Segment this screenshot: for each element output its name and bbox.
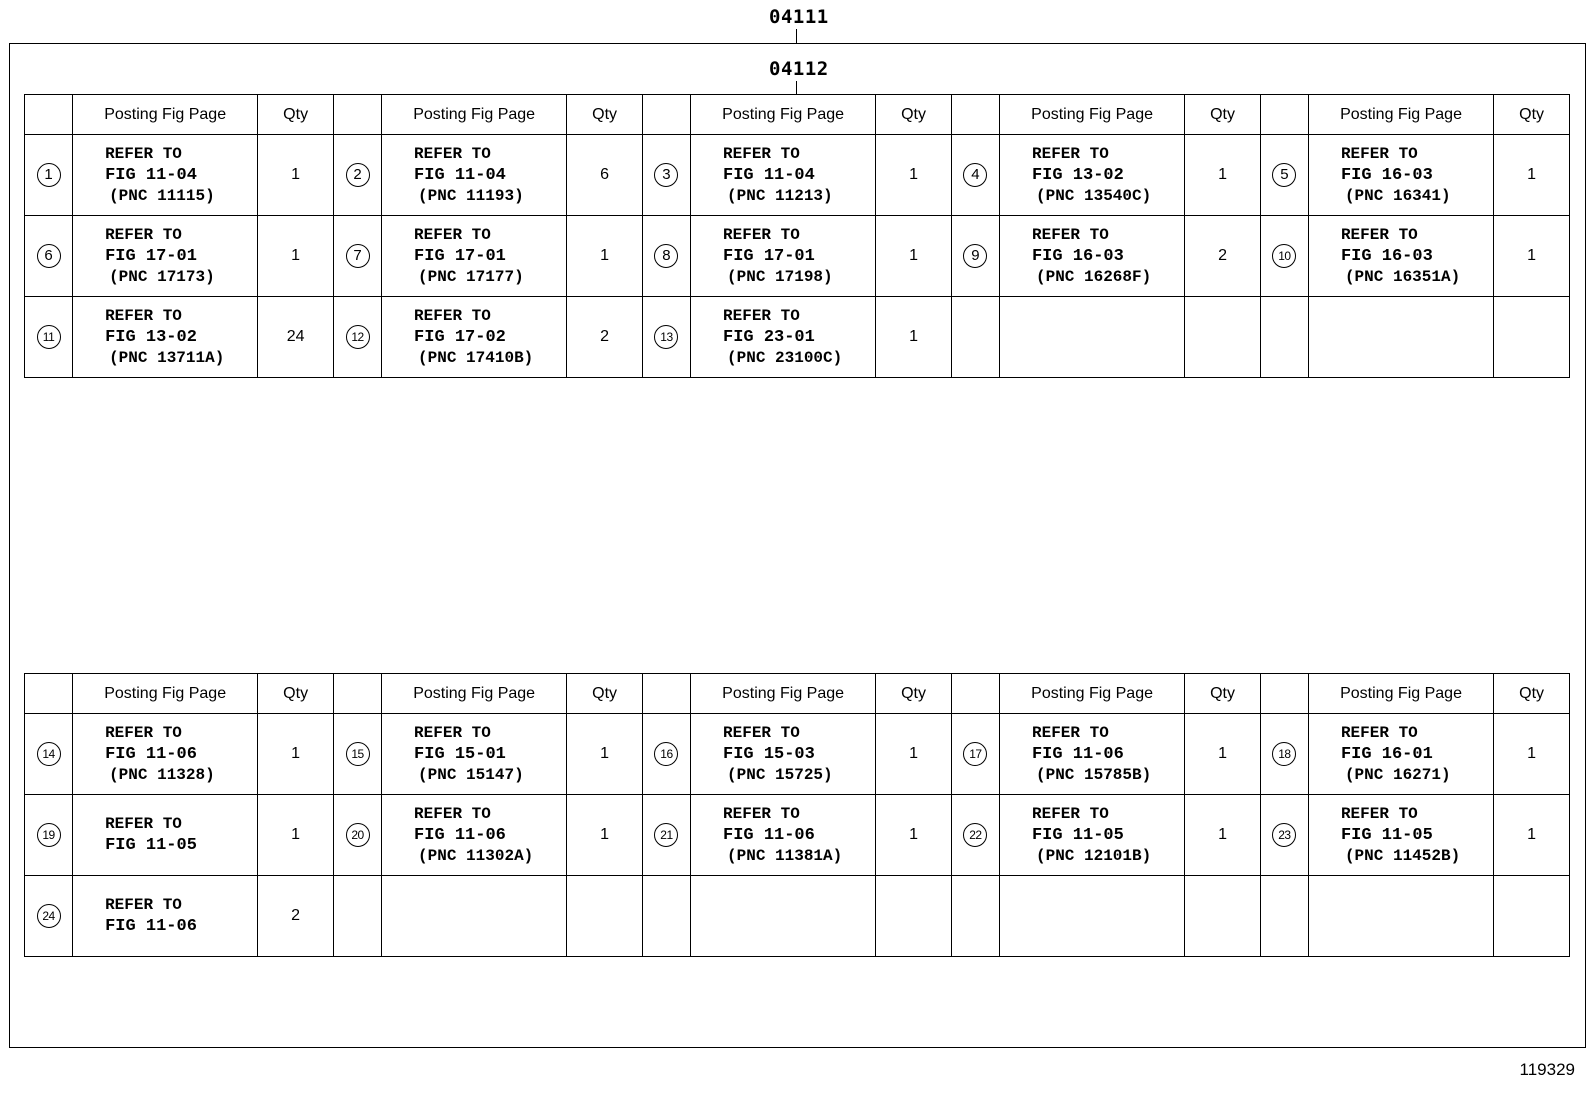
qty-cell: 1 bbox=[1494, 714, 1570, 795]
pnc-text: (PNC 15147) bbox=[418, 765, 524, 784]
header-posting-fig-page: Posting Fig Page bbox=[73, 674, 258, 714]
refer-to-text: REFER TO bbox=[105, 306, 182, 325]
circled-number: 15 bbox=[346, 742, 370, 766]
refer-to-text: REFER TO bbox=[1340, 144, 1418, 163]
circled-number: 22 bbox=[963, 823, 987, 847]
item-number-cell bbox=[25, 795, 73, 876]
posting-fig-page-cell bbox=[999, 216, 1184, 297]
item-number-cell bbox=[333, 876, 381, 957]
header-posting-fig-page: Posting Fig Page bbox=[1308, 674, 1493, 714]
header-qty: Qty bbox=[1185, 95, 1261, 135]
posting-fig-page-cell bbox=[382, 135, 567, 216]
reference-table-bottom bbox=[24, 673, 1570, 957]
table-row bbox=[25, 795, 1570, 876]
header-qty: Qty bbox=[567, 95, 643, 135]
refer-to-text: REFER TO bbox=[414, 225, 491, 244]
item-number-cell bbox=[333, 135, 381, 216]
item-number-cell bbox=[25, 297, 73, 378]
circled-number: 21 bbox=[654, 823, 678, 847]
refer-to-text: REFER TO bbox=[105, 896, 182, 914]
item-number-cell bbox=[1260, 135, 1308, 216]
qty-cell: 1 bbox=[876, 216, 952, 297]
header-posting-fig-page: Posting Fig Page bbox=[691, 95, 876, 135]
circled-number: 5 bbox=[1272, 163, 1296, 187]
header-posting-fig-page: Posting Fig Page bbox=[73, 95, 258, 135]
posting-fig-page-cell bbox=[691, 297, 876, 378]
header-row bbox=[25, 674, 1570, 714]
refer-to-text: REFER TO bbox=[1031, 723, 1109, 742]
fig-ref-text: FIG 17-01 bbox=[723, 246, 815, 266]
fig-ref-text: FIG 13-02 bbox=[1031, 165, 1124, 185]
posting-fig-page-cell bbox=[999, 135, 1184, 216]
posting-fig-page-cell bbox=[1308, 216, 1493, 297]
header-posting-fig-page: Posting Fig Page bbox=[999, 95, 1184, 135]
header-index-cell bbox=[642, 674, 690, 714]
pnc-text: (PNC 13540C) bbox=[1035, 186, 1152, 205]
header-qty: Qty bbox=[876, 95, 952, 135]
qty-cell: 1 bbox=[258, 795, 334, 876]
pnc-text: (PNC 17177) bbox=[418, 267, 524, 286]
table-row bbox=[25, 876, 1570, 957]
circled-number: 11 bbox=[37, 325, 61, 349]
circled-number: 20 bbox=[346, 823, 370, 847]
fig-ref-text: FIG 11-05 bbox=[1031, 825, 1124, 845]
item-number-cell bbox=[333, 795, 381, 876]
item-number-cell bbox=[642, 216, 690, 297]
circled-number: 24 bbox=[37, 904, 61, 928]
header-row bbox=[25, 95, 1570, 135]
qty-cell: 2 bbox=[567, 297, 643, 378]
posting-fig-page-cell bbox=[73, 216, 258, 297]
header-posting-fig-page: Posting Fig Page bbox=[999, 674, 1184, 714]
item-number-cell bbox=[1260, 795, 1308, 876]
header-posting-fig-page: Posting Fig Page bbox=[1308, 95, 1493, 135]
fig-ref-text: FIG 17-02 bbox=[414, 327, 506, 347]
circled-number: 9 bbox=[963, 244, 987, 268]
header-index-cell bbox=[1260, 95, 1308, 135]
header-index-cell bbox=[951, 674, 999, 714]
item-number-cell bbox=[642, 795, 690, 876]
header-posting-fig-page: Posting Fig Page bbox=[382, 674, 567, 714]
circled-number: 4 bbox=[963, 163, 987, 187]
header-qty: Qty bbox=[258, 95, 334, 135]
item-number-cell bbox=[333, 297, 381, 378]
qty-cell bbox=[1494, 297, 1570, 378]
qty-cell: 1 bbox=[1185, 714, 1261, 795]
refer-to-text: REFER TO bbox=[414, 306, 491, 325]
pnc-text: (PNC 11328) bbox=[109, 765, 215, 784]
qty-cell: 1 bbox=[1494, 795, 1570, 876]
refer-to-text: REFER TO bbox=[723, 144, 800, 163]
pnc-text: (PNC 17198) bbox=[727, 267, 833, 286]
pnc-text: (PNC 15725) bbox=[727, 765, 833, 784]
posting-fig-page-cell bbox=[999, 876, 1184, 957]
qty-cell: 1 bbox=[876, 135, 952, 216]
pnc-text: (PNC 15785B) bbox=[1035, 765, 1152, 784]
item-number-cell bbox=[333, 714, 381, 795]
fig-ref-text: FIG 11-06 bbox=[105, 744, 197, 764]
header-index-cell bbox=[333, 674, 381, 714]
circled-number: 23 bbox=[1272, 823, 1296, 847]
circled-number: 17 bbox=[963, 742, 987, 766]
header-index-cell bbox=[25, 95, 73, 135]
posting-fig-page-cell bbox=[382, 714, 567, 795]
posting-fig-page-cell bbox=[691, 795, 876, 876]
item-number-cell bbox=[25, 876, 73, 957]
circled-number: 3 bbox=[654, 163, 678, 187]
circled-number: 6 bbox=[37, 244, 61, 268]
circled-number: 2 bbox=[346, 163, 370, 187]
item-number-cell bbox=[1260, 216, 1308, 297]
circled-number: 14 bbox=[37, 742, 61, 766]
pnc-text: (PNC 11452B) bbox=[1344, 846, 1461, 865]
circled-number: 13 bbox=[654, 325, 678, 349]
qty-cell: 1 bbox=[258, 714, 334, 795]
refer-to-text: REFER TO bbox=[1340, 723, 1418, 742]
item-number-cell bbox=[1260, 714, 1308, 795]
posting-fig-page-cell bbox=[73, 795, 258, 876]
header-qty: Qty bbox=[1185, 674, 1261, 714]
pnc-text: (PNC 16271) bbox=[1344, 765, 1451, 784]
pnc-text: (PNC 16351A) bbox=[1344, 267, 1461, 286]
circled-number: 16 bbox=[654, 742, 678, 766]
qty-cell: 1 bbox=[567, 216, 643, 297]
fig-ref-text: FIG 15-03 bbox=[723, 744, 815, 764]
posting-fig-page-cell bbox=[382, 216, 567, 297]
qty-cell: 2 bbox=[1185, 216, 1261, 297]
refer-to-text: REFER TO bbox=[105, 815, 182, 833]
figure-id: 119329 bbox=[1519, 1060, 1575, 1079]
qty-cell: 1 bbox=[876, 714, 952, 795]
circled-number: 8 bbox=[654, 244, 678, 268]
item-number-cell bbox=[25, 216, 73, 297]
circled-number: 18 bbox=[1272, 742, 1296, 766]
refer-to-text: REFER TO bbox=[414, 144, 491, 163]
pnc-text: (PNC 11213) bbox=[727, 186, 833, 205]
header-qty: Qty bbox=[876, 674, 952, 714]
posting-fig-page-cell bbox=[1308, 714, 1493, 795]
header-qty: Qty bbox=[1494, 95, 1570, 135]
fig-ref-text: FIG 11-04 bbox=[105, 165, 197, 185]
pnc-text: (PNC 11302A) bbox=[418, 846, 534, 865]
header-posting-fig-page: Posting Fig Page bbox=[691, 674, 876, 714]
label-04111: 04111 bbox=[769, 6, 829, 28]
refer-to-text: REFER TO bbox=[1340, 804, 1418, 823]
circled-number: 10 bbox=[1272, 244, 1296, 268]
qty-cell bbox=[1494, 876, 1570, 957]
refer-to-text: REFER TO bbox=[1031, 225, 1109, 244]
fig-ref-text: FIG 16-03 bbox=[1340, 246, 1433, 266]
header-qty: Qty bbox=[1494, 674, 1570, 714]
header-qty: Qty bbox=[258, 674, 334, 714]
circled-number: 19 bbox=[37, 823, 61, 847]
refer-to-text: REFER TO bbox=[723, 225, 800, 244]
refer-to-text: REFER TO bbox=[105, 723, 182, 742]
posting-fig-page-cell bbox=[691, 714, 876, 795]
pnc-text: (PNC 11193) bbox=[418, 186, 524, 205]
posting-fig-page-cell bbox=[999, 795, 1184, 876]
item-number-cell bbox=[642, 135, 690, 216]
qty-cell: 2 bbox=[258, 876, 334, 957]
posting-fig-page-cell bbox=[73, 876, 258, 957]
posting-fig-page-cell bbox=[691, 876, 876, 957]
fig-ref-text: FIG 16-03 bbox=[1340, 165, 1433, 185]
qty-cell: 1 bbox=[1494, 216, 1570, 297]
qty-cell bbox=[876, 876, 952, 957]
item-number-cell bbox=[1260, 297, 1308, 378]
leader-line-inner bbox=[796, 81, 797, 95]
pnc-text: (PNC 16341) bbox=[1344, 186, 1451, 205]
item-number-cell bbox=[642, 876, 690, 957]
header-index-cell bbox=[1260, 674, 1308, 714]
posting-fig-page-cell bbox=[1308, 795, 1493, 876]
qty-cell: 1 bbox=[567, 714, 643, 795]
posting-fig-page-cell bbox=[73, 297, 258, 378]
qty-cell: 1 bbox=[258, 216, 334, 297]
pnc-text: (PNC 13711A) bbox=[109, 348, 225, 367]
item-number-cell bbox=[951, 135, 999, 216]
pnc-text: (PNC 12101B) bbox=[1035, 846, 1152, 865]
table-row bbox=[25, 216, 1570, 297]
posting-fig-page-cell bbox=[999, 714, 1184, 795]
header-index-cell bbox=[642, 95, 690, 135]
fig-ref-text: FIG 11-04 bbox=[723, 165, 815, 185]
pnc-text: (PNC 17173) bbox=[109, 267, 215, 286]
refer-to-text: REFER TO bbox=[1340, 225, 1418, 244]
pnc-text: (PNC 16268F) bbox=[1035, 267, 1152, 286]
posting-fig-page-cell bbox=[73, 135, 258, 216]
fig-ref-text: FIG 11-06 bbox=[105, 917, 197, 936]
fig-ref-text: FIG 16-01 bbox=[1340, 744, 1433, 764]
header-index-cell bbox=[25, 674, 73, 714]
fig-ref-text: FIG 11-05 bbox=[1340, 825, 1433, 845]
qty-cell: 6 bbox=[567, 135, 643, 216]
table-row bbox=[25, 297, 1570, 378]
posting-fig-page-cell bbox=[382, 795, 567, 876]
fig-ref-text: FIG 17-01 bbox=[414, 246, 506, 266]
pnc-text: (PNC 11381A) bbox=[727, 846, 843, 865]
item-number-cell bbox=[951, 297, 999, 378]
qty-cell: 1 bbox=[1185, 135, 1261, 216]
qty-cell: 1 bbox=[876, 795, 952, 876]
posting-fig-page-cell bbox=[382, 876, 567, 957]
fig-ref-text: FIG 23-01 bbox=[723, 327, 815, 347]
refer-to-text: REFER TO bbox=[105, 225, 182, 244]
pnc-text: (PNC 23100C) bbox=[727, 348, 843, 367]
pnc-text: (PNC 17410B) bbox=[418, 348, 534, 367]
leader-line-outer bbox=[796, 29, 797, 44]
refer-to-text: REFER TO bbox=[1031, 144, 1109, 163]
header-index-cell bbox=[333, 95, 381, 135]
reference-table-top bbox=[24, 94, 1570, 378]
refer-to-text: REFER TO bbox=[723, 804, 800, 823]
table-row bbox=[25, 714, 1570, 795]
header-index-cell bbox=[951, 95, 999, 135]
qty-cell: 1 bbox=[1494, 135, 1570, 216]
posting-fig-page-cell bbox=[691, 216, 876, 297]
fig-ref-text: FIG 11-05 bbox=[105, 836, 197, 855]
item-number-cell bbox=[333, 216, 381, 297]
posting-fig-page-cell bbox=[1308, 135, 1493, 216]
posting-fig-page-cell bbox=[73, 714, 258, 795]
refer-to-text: REFER TO bbox=[723, 306, 800, 325]
item-number-cell bbox=[642, 714, 690, 795]
fig-ref-text: FIG 11-04 bbox=[414, 165, 506, 185]
qty-cell bbox=[1185, 876, 1261, 957]
item-number-cell bbox=[951, 216, 999, 297]
fig-ref-text: FIG 17-01 bbox=[105, 246, 197, 266]
refer-to-text: REFER TO bbox=[105, 144, 182, 163]
fig-ref-text: FIG 11-06 bbox=[723, 825, 815, 845]
item-number-cell bbox=[25, 135, 73, 216]
qty-cell bbox=[1185, 297, 1261, 378]
refer-to-text: REFER TO bbox=[1031, 804, 1109, 823]
qty-cell bbox=[567, 876, 643, 957]
fig-ref-text: FIG 13-02 bbox=[105, 327, 197, 347]
item-number-cell bbox=[951, 795, 999, 876]
circled-number: 7 bbox=[346, 244, 370, 268]
posting-fig-page-cell bbox=[1308, 876, 1493, 957]
posting-fig-page-cell bbox=[999, 297, 1184, 378]
header-posting-fig-page: Posting Fig Page bbox=[382, 95, 567, 135]
posting-fig-page-cell bbox=[382, 297, 567, 378]
qty-cell: 24 bbox=[258, 297, 334, 378]
refer-to-text: REFER TO bbox=[414, 804, 491, 823]
qty-cell: 1 bbox=[876, 297, 952, 378]
item-number-cell bbox=[951, 714, 999, 795]
header-qty: Qty bbox=[567, 674, 643, 714]
fig-ref-text: FIG 16-03 bbox=[1031, 246, 1124, 266]
qty-cell: 1 bbox=[567, 795, 643, 876]
qty-cell: 1 bbox=[1185, 795, 1261, 876]
posting-fig-page-cell bbox=[1308, 297, 1493, 378]
item-number-cell bbox=[1260, 876, 1308, 957]
pnc-text: (PNC 11115) bbox=[109, 186, 215, 205]
circled-number: 1 bbox=[37, 163, 61, 187]
label-04112: 04112 bbox=[769, 58, 829, 80]
item-number-cell bbox=[642, 297, 690, 378]
fig-ref-text: FIG 15-01 bbox=[414, 744, 506, 764]
fig-ref-text: FIG 11-06 bbox=[414, 825, 506, 845]
fig-ref-text: FIG 11-06 bbox=[1031, 744, 1124, 764]
table-row bbox=[25, 135, 1570, 216]
posting-fig-page-cell bbox=[691, 135, 876, 216]
refer-to-text: REFER TO bbox=[414, 723, 491, 742]
item-number-cell bbox=[25, 714, 73, 795]
item-number-cell bbox=[951, 876, 999, 957]
qty-cell: 1 bbox=[258, 135, 334, 216]
refer-to-text: REFER TO bbox=[723, 723, 800, 742]
circled-number: 12 bbox=[346, 325, 370, 349]
